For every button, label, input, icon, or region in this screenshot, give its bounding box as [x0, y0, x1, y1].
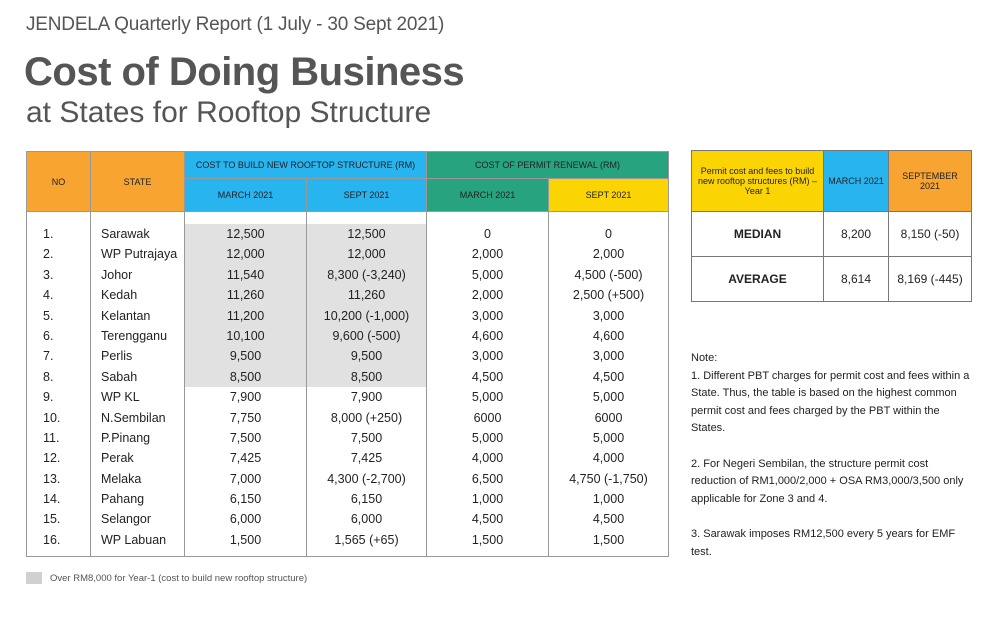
build-sept-cell: 4,300 (-2,700)	[327, 471, 406, 486]
summary-header-march: MARCH 2021	[824, 151, 889, 212]
state-cell: Johor	[101, 267, 133, 282]
no-cell: 16.	[43, 532, 61, 547]
permit-march-cell: 5,000	[471, 430, 504, 445]
page-title: Cost of Doing Business	[24, 50, 465, 94]
build-march-cell: 11,260	[184, 285, 307, 305]
no-cell: 7.	[43, 349, 54, 364]
col-header-no: NO	[27, 152, 91, 212]
permit-march-cell: 4,500	[471, 512, 504, 527]
no-cell: 8.	[43, 369, 54, 384]
permit-sept-cell: 2,500 (+500)	[572, 288, 645, 303]
permit-march-cell: 6000	[473, 410, 502, 425]
permit-sept-cell: 6000	[594, 410, 623, 425]
notes-title: Note:	[691, 352, 718, 364]
build-sept-cell: 6,000	[350, 512, 383, 527]
build-march-cell: 6,000	[229, 512, 262, 527]
col-header-permit-sept: SEPT 2021	[549, 179, 669, 212]
no-cell: 11.	[43, 430, 60, 445]
permit-sept-cell: 3,000	[592, 349, 625, 364]
state-cell: WP Putrajaya	[101, 247, 178, 262]
build-sept-cell: 9,600 (-500)	[306, 326, 427, 346]
group-header-permit-renewal: COST OF PERMIT RENEWAL (RM)	[427, 152, 669, 179]
median-sept: 8,150 (-50)	[889, 212, 972, 257]
col-header-permit-march: MARCH 2021	[427, 179, 549, 212]
cost-table	[26, 151, 669, 557]
build-sept-cell: 1,565 (+65)	[334, 532, 399, 547]
permit-march-column	[427, 212, 549, 557]
build-sept-column	[307, 212, 427, 557]
build-march-cell: 11,540	[184, 265, 307, 285]
note-3: 3. Sarawak imposes RM12,500 every 5 years for EMF test.	[691, 527, 956, 558]
state-cell: N.Sembilan	[101, 410, 166, 425]
no-cell: 6.	[43, 328, 54, 343]
build-march-cell: 8,500	[184, 367, 307, 387]
permit-march-cell: 1,500	[471, 532, 504, 547]
average-sept: 8,169 (-445)	[889, 257, 972, 302]
average-march: 8,614	[824, 257, 889, 302]
summary-header-sept: SEPTEMBER 2021	[889, 151, 972, 212]
notes	[691, 350, 976, 579]
permit-sept-cell: 5,000	[592, 390, 625, 405]
build-sept-cell: 10,200 (-1,000)	[306, 306, 427, 326]
legend	[26, 572, 307, 584]
state-cell: Selangor	[101, 512, 152, 527]
build-sept-cell: 9,500	[306, 346, 427, 366]
build-sept-cell: 6,150	[350, 492, 383, 507]
no-cell: 14.	[43, 492, 61, 507]
permit-sept-column	[549, 212, 669, 557]
build-march-cell: 6,150	[229, 492, 262, 507]
permit-march-cell: 4,000	[471, 451, 504, 466]
state-cell: Kelantan	[101, 308, 151, 323]
summary-row-median	[692, 212, 972, 257]
build-march-cell: 7,500	[229, 430, 262, 445]
permit-march-cell: 4,500	[471, 369, 504, 384]
no-cell: 4.	[43, 288, 54, 303]
build-march-cell: 7,900	[229, 390, 262, 405]
permit-sept-cell: 1,000	[592, 492, 625, 507]
build-sept-cell: 8,000 (+250)	[330, 410, 403, 425]
state-cell: Perlis	[101, 349, 133, 364]
summary-table	[691, 150, 972, 302]
no-cell: 13.	[43, 471, 61, 486]
build-march-cell: 11,200	[184, 306, 307, 326]
permit-sept-cell: 1,500	[592, 532, 625, 547]
median-march: 8,200	[824, 212, 889, 257]
state-cell: Sabah	[101, 369, 138, 384]
build-march-cell: 12,500	[184, 224, 307, 244]
report-title: JENDELA Quarterly Report (1 July - 30 Sept 2021)	[26, 14, 445, 35]
note-1: 1. Different PBT charges for permit cost and fees within a State. Thus, the table is based on the highest common permit cost and fees charged by the PBT within the States.	[691, 369, 970, 435]
permit-march-cell: 0	[484, 227, 491, 241]
build-march-cell: 7,000	[229, 471, 262, 486]
state-cell: Terengganu	[101, 328, 168, 343]
no-cell: 2.	[43, 247, 54, 262]
build-sept-cell: 8,500	[306, 367, 427, 387]
state-column	[91, 212, 185, 557]
legend-swatch	[26, 572, 42, 584]
build-sept-cell: 7,900	[350, 390, 383, 405]
state-cell: Melaka	[101, 471, 142, 486]
note-2: 2. For Negeri Sembilan, the structure permit cost reduction of RM1,000/2,000 + OSA RM3,000/3,500 only applicable for Zone 3 and 4.	[691, 457, 964, 505]
permit-march-cell: 2,000	[471, 288, 504, 303]
state-cell: Perak	[101, 451, 134, 466]
build-sept-cell: 11,260	[306, 285, 427, 305]
build-march-cell: 10,100	[184, 326, 307, 346]
no-cell: 9.	[43, 390, 54, 405]
build-sept-cell: 7,500	[350, 430, 383, 445]
permit-march-cell: 3,000	[471, 308, 504, 323]
summary-header-desc: Permit cost and fees to build new rooftop structures (RM) – Year 1	[692, 151, 824, 212]
no-cell: 3.	[43, 267, 54, 282]
state-cell: WP KL	[101, 390, 140, 405]
build-march-cell: 9,500	[184, 346, 307, 366]
permit-march-cell: 5,000	[471, 267, 504, 282]
state-cell: Sarawak	[101, 227, 150, 241]
state-cell: WP Labuan	[101, 532, 167, 547]
permit-sept-cell: 0	[605, 227, 612, 241]
permit-march-cell: 5,000	[471, 390, 504, 405]
no-cell: 5.	[43, 308, 54, 323]
build-sept-cell: 12,500	[306, 224, 427, 244]
permit-sept-cell: 2,000	[592, 247, 625, 262]
build-sept-cell: 12,000	[306, 244, 427, 264]
col-header-build-march: MARCH 2021	[185, 179, 307, 212]
average-label: AVERAGE	[692, 257, 824, 302]
state-cell: Pahang	[101, 492, 145, 507]
summary-row-average	[692, 257, 972, 302]
no-cell: 15.	[43, 512, 61, 527]
build-march-cell: 7,425	[229, 451, 262, 466]
permit-sept-cell: 4,750 (-1,750)	[569, 471, 648, 486]
build-march-cell: 12,000	[184, 244, 307, 264]
median-label: MEDIAN	[692, 212, 824, 257]
build-march-cell: 1,500	[229, 532, 262, 547]
permit-march-cell: 2,000	[471, 247, 504, 262]
permit-march-cell: 6,500	[471, 471, 504, 486]
permit-sept-cell: 4,500	[592, 369, 625, 384]
build-march-cell: 7,750	[229, 410, 262, 425]
state-cell: Kedah	[101, 288, 138, 303]
legend-label: Over RM8,000 for Year-1 (cost to build new rooftop structure)	[50, 572, 308, 584]
permit-sept-cell: 3,000	[592, 308, 625, 323]
permit-sept-cell: 4,600	[592, 328, 625, 343]
build-sept-cell: 8,300 (-3,240)	[306, 265, 427, 285]
build-sept-cell: 7,425	[350, 451, 383, 466]
permit-sept-cell: 4,500	[592, 512, 625, 527]
state-cell: P.Pinang	[101, 430, 151, 445]
permit-sept-cell: 5,000	[592, 430, 625, 445]
col-header-build-sept: SEPT 2021	[307, 179, 427, 212]
no-column	[27, 212, 91, 557]
no-cell: 12.	[43, 451, 61, 466]
permit-march-cell: 1,000	[471, 492, 504, 507]
permit-sept-cell: 4,500 (-500)	[574, 267, 643, 282]
permit-march-cell: 3,000	[471, 349, 504, 364]
no-cell: 10.	[43, 410, 61, 425]
no-cell: 1.	[43, 227, 54, 241]
permit-march-cell: 4,600	[471, 328, 504, 343]
col-header-state: STATE	[91, 152, 185, 212]
group-header-build-cost: COST TO BUILD NEW ROOFTOP STRUCTURE (RM)	[185, 152, 427, 179]
page-subtitle: at States for Rooftop Structure	[26, 96, 432, 129]
build-march-column	[185, 212, 307, 557]
permit-sept-cell: 4,000	[592, 451, 625, 466]
